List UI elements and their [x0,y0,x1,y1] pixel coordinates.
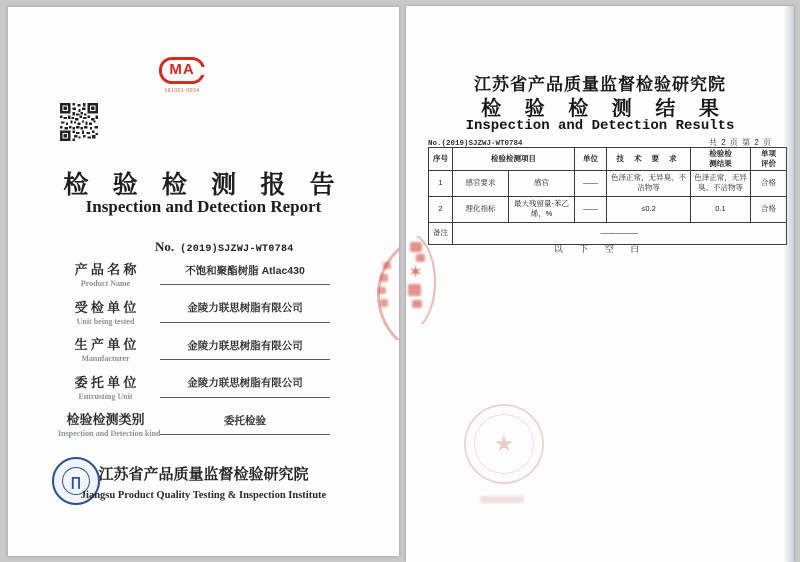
cell-unit: —— [575,170,607,196]
field-value: 金陵力联思树脂有限公司 [160,369,330,398]
cma-mark-notch [200,67,206,75]
col-header-result: 检验检测结果 [691,148,751,171]
report-number-label: No. [155,239,175,254]
field-row-unit-tested [58,294,330,332]
institute-name-cn: 江苏省产品质量监督检验研究院 [98,466,309,483]
field-row-product-name [58,256,330,294]
table-row [429,196,787,222]
results-title-en: Inspection and Detection Results [465,118,735,134]
field-label-cn: 产 品 名 称 [74,262,137,277]
cell-requirement: ≤0.2 [607,196,691,222]
field-label-cn: 检验检测类别 [66,412,145,428]
cell-category: 理化指标 [453,196,509,222]
report-number-line [155,238,294,256]
col-header-no: 序号 [429,148,453,171]
remark-label: 备注 [429,222,453,244]
report-title-cn: 检 验 检 测 报 告 [63,172,344,199]
report-title-en: Inspection and Detection Report [85,197,322,216]
cell-result: 色泽正常，无异臭、不沾物等 [691,170,751,196]
field-row-inspection-kind [58,406,330,444]
cma-mark-text: MA [169,61,195,78]
field-label-en: Entrusting Unit [78,391,133,401]
field-row-manufacturer [58,331,330,369]
cma-certification-mark [146,57,218,94]
field-label-en: Unit being tested [76,316,135,326]
faint-seal-star-icon: ★ [494,431,514,456]
field-label-cn: 委 托 单 位 [74,374,137,390]
page-count: 共 2 页 第 2 页 [708,138,772,147]
field-label-en: Product Name [80,279,131,288]
cell-result: 0.1 [691,196,751,222]
field-row-entrusting-unit [58,369,330,407]
cell-no: 2 [429,196,453,222]
report-cover-page [8,7,399,556]
cell-evaluation: 合格 [751,170,787,196]
faint-official-seal [464,404,544,484]
table-row [429,170,787,196]
cell-item: 感官 [509,170,575,196]
cover-fields [58,256,330,444]
results-table-header-row [429,148,787,171]
cell-category: 感官要求 [453,170,509,196]
results-title-cn: 检 验 检 测 结 果 [481,98,728,120]
qr-code-icon [60,103,98,141]
institute-blue-seal-emblem: ∏ [62,467,90,495]
cell-item: 最大残留量-苯乙烯，% [509,196,575,222]
cell-requirement: 色泽正常，无异臭、不沾物等 [607,170,691,196]
field-label-en: Manufacturer [81,354,130,364]
results-page [406,6,794,562]
cell-no: 1 [429,170,453,196]
blank-below-note: 以 下 空 白 [553,244,647,254]
red-seal-star: ✶ [408,262,424,282]
results-org-title: 江苏省产品质量监督检验研究院 [474,75,726,94]
field-value: 委托检验 [160,406,330,435]
cma-mark-icon [159,57,204,84]
results-report-number: No.(2019)SJZWJ-WT0784 [428,140,523,148]
cell-evaluation: 合格 [751,196,787,222]
results-table [428,147,787,245]
cma-certificate-number: 161001-0034 [164,88,200,94]
institute-name-en: Jiangsu Product Quality Testing & Inspection Institute [80,490,327,501]
field-value: 金陵力联思树脂有限公司 [160,294,330,323]
col-header-unit: 单位 [575,148,607,171]
col-header-item: 检验检测项目 [453,148,575,171]
red-seal-fragment-right-page [406,236,436,324]
red-seal-fragment-left-page [369,240,399,340]
faint-seal-inner-ring [474,414,534,474]
field-label-en: Inspection and Detection kind [58,429,161,439]
col-header-evaluation: 单项评价 [751,148,787,171]
remark-value: ————— [453,222,787,244]
cell-unit: —— [575,196,607,222]
faint-seal-caption-smudge [480,496,524,503]
field-label-cn: 生 产 单 位 [74,337,137,353]
field-value: 不饱和聚酯树脂 Atlac430 [160,256,330,285]
field-label-cn: 受 检 单 位 [74,299,137,315]
report-number-value: (2019)SJZWJ-WT0784 [180,244,294,255]
col-header-requirement: 技 术 要 求 [607,148,691,171]
field-value: 金陵力联思树脂有限公司 [160,331,330,360]
